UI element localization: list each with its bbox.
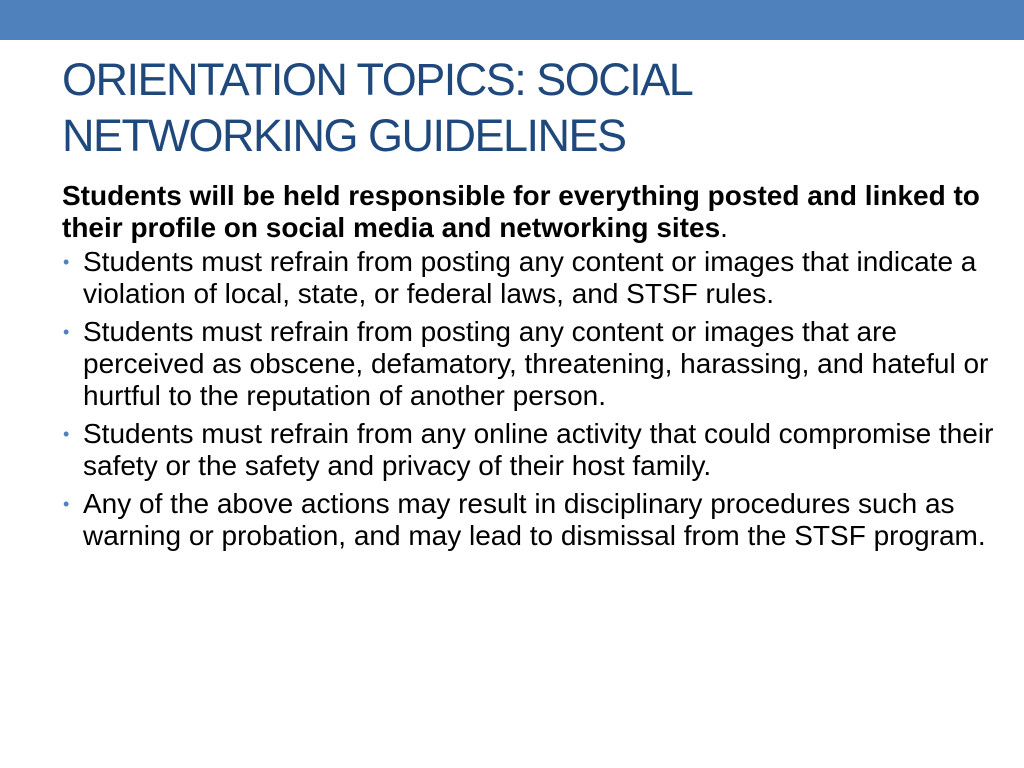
slide-body bbox=[62, 180, 1007, 558]
bullet-text: Students must refrain from posting any content or images that indicate a violation of local, state, or federal laws, and STSF rules. bbox=[83, 246, 977, 309]
bullet-item bbox=[62, 316, 1007, 412]
bullet-dot-icon: • bbox=[63, 252, 70, 272]
bullet-dot-icon: • bbox=[63, 424, 70, 444]
intro-statement-text: Students will be held responsible for everything posted and linked to their profile on social media and networking sites bbox=[62, 180, 980, 243]
slide-title: ORIENTATION TOPICS: SOCIAL NETWORKING GUIDELINES bbox=[62, 54, 693, 161]
bullet-item bbox=[62, 488, 1007, 552]
bullet-text: Any of the above actions may result in disciplinary procedures such as warning or probation, and may lead to dismissal from the STSF program. bbox=[83, 488, 986, 551]
bullet-text: Students must refrain from any online activity that could compromise their safety or the safety and privacy of their host family. bbox=[83, 418, 994, 481]
intro-statement-period: . bbox=[720, 212, 728, 243]
bullet-item bbox=[62, 418, 1007, 482]
bullet-item bbox=[62, 246, 1007, 310]
top-accent-bar bbox=[0, 0, 1024, 40]
bullet-list bbox=[62, 246, 1007, 552]
bullet-dot-icon: • bbox=[63, 322, 70, 342]
bullet-text: Students must refrain from posting any content or images that are perceived as obscene, defamatory, threatening, harassing, and hateful or hurtful to the reputation of another person. bbox=[83, 316, 989, 411]
intro-statement bbox=[62, 180, 1007, 244]
bullet-dot-icon: • bbox=[63, 494, 70, 514]
